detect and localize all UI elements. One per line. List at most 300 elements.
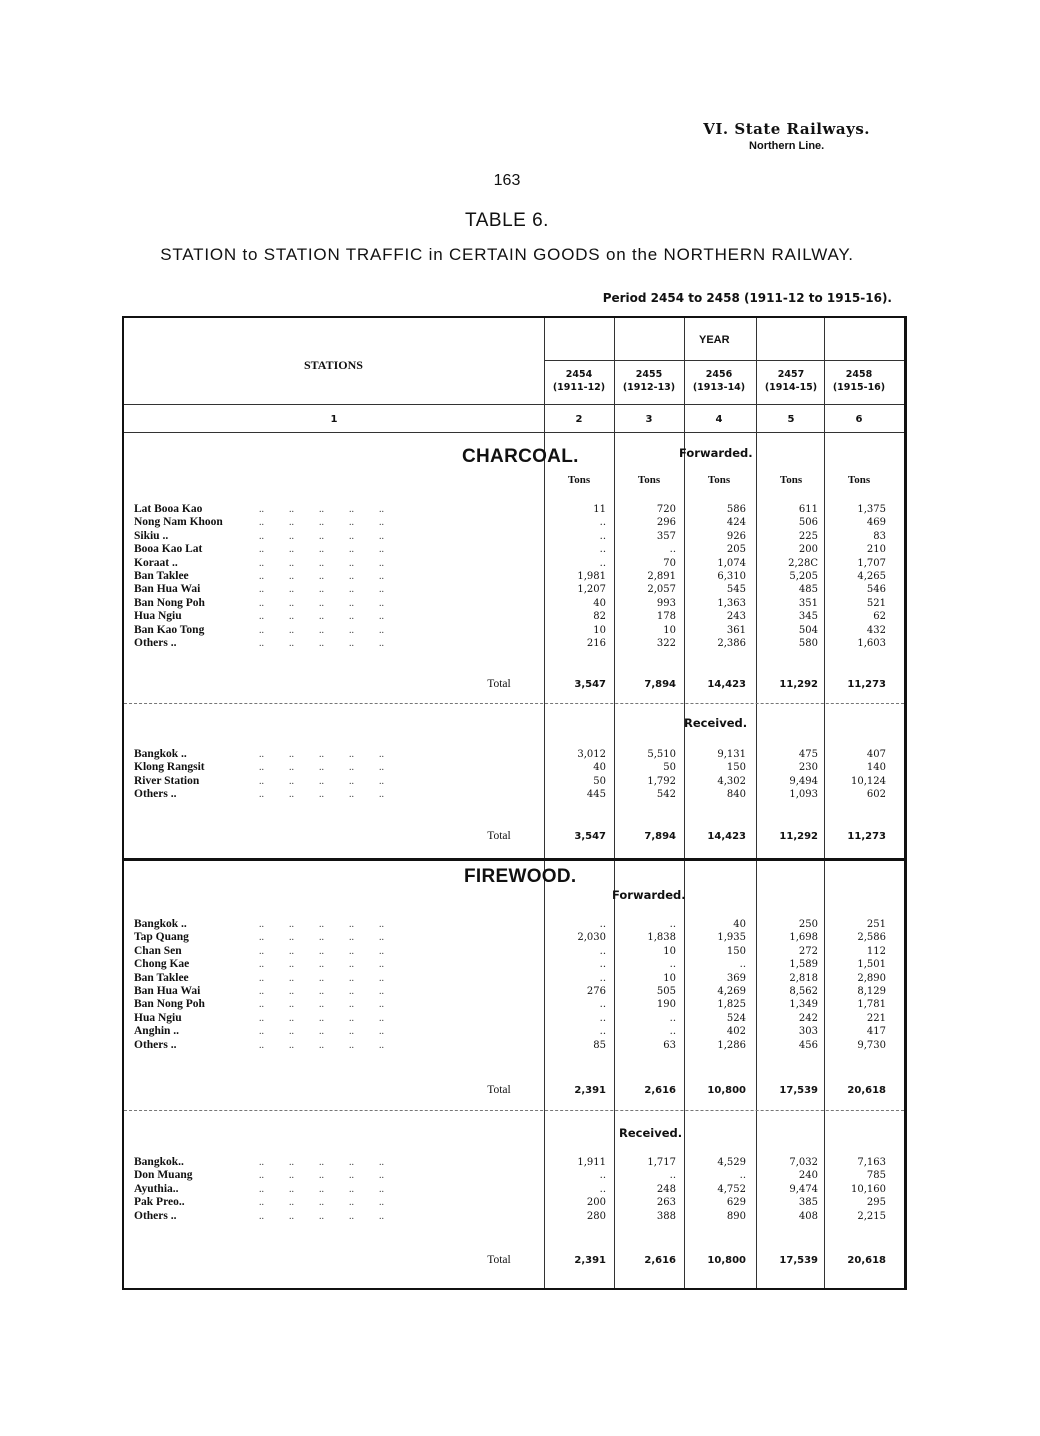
cell-value: 1,825 <box>717 999 746 1011</box>
charcoal-forwarded-row <box>134 530 904 543</box>
cell-value: 546 <box>866 584 886 596</box>
cell-value: 11 <box>593 504 606 515</box>
station-name: Ayuthia.. <box>134 1182 179 1195</box>
leader-dots: .. .. .. .. .. <box>259 1210 384 1222</box>
charcoal-received-row <box>134 788 904 801</box>
cell-value: 40 <box>593 597 606 609</box>
cell-value: 4,529 <box>717 1157 746 1168</box>
cell-value: 243 <box>726 611 746 623</box>
column-rule <box>684 318 685 1288</box>
cell-value: 205 <box>726 544 746 556</box>
cell-value: .. <box>599 1012 606 1024</box>
total-label: Total <box>487 678 511 690</box>
station-name: Ban Taklee <box>134 971 189 984</box>
cell-value: 1,207 <box>577 584 606 596</box>
cell-value: 432 <box>866 624 886 636</box>
cell-value: 10,160 <box>851 1183 886 1195</box>
leader-dots: .. .. .. .. .. <box>259 1012 384 1024</box>
line-subheading: Northern Line. <box>749 140 825 152</box>
column-number: 1 <box>330 414 338 425</box>
year-ce: (1914-15) <box>764 382 818 393</box>
cell-value: 5,510 <box>647 749 676 760</box>
station-name: Hua Ngiu <box>134 610 182 623</box>
firewood-received-row <box>134 1210 904 1223</box>
forwarded-label: Forwarded. <box>612 888 686 902</box>
column-number: 4 <box>715 414 723 425</box>
year-label: YEAR <box>699 334 730 346</box>
cell-value: 524 <box>726 1012 746 1024</box>
cell-value: 402 <box>726 1026 746 1038</box>
cell-value: 50 <box>593 775 606 787</box>
cell-value: 150 <box>726 762 746 774</box>
cell-value: 2,818 <box>789 972 818 984</box>
station-name: Bangkok .. <box>134 748 187 760</box>
firewood-forwarded-row <box>134 1039 904 1052</box>
station-name: Others .. <box>134 637 177 649</box>
total-value: 11,292 <box>779 831 818 842</box>
year-heading <box>756 368 826 394</box>
cell-value: 504 <box>798 624 818 636</box>
cell-value: .. <box>669 1026 676 1038</box>
leader-dots: .. .. .. .. .. <box>259 1157 384 1168</box>
leader-dots: .. .. .. .. .. <box>259 611 384 623</box>
station-name: Nong Nam Khoon <box>134 516 223 529</box>
column-number: 3 <box>645 414 653 425</box>
leader-dots: .. .. .. .. .. <box>259 1026 384 1038</box>
firewood-forwarded-row <box>134 931 904 944</box>
header-rule <box>124 404 904 405</box>
leader-dots: .. .. .. .. .. <box>259 789 384 801</box>
period-note: Period 2454 to 2458 (1911-12 to 1915-16). <box>602 291 892 305</box>
column-number: 2 <box>575 414 583 425</box>
cell-value: 890 <box>726 1210 746 1222</box>
cell-value: 1,603 <box>857 638 886 649</box>
column-rule <box>614 318 615 1288</box>
cell-value: 7,163 <box>857 1157 886 1168</box>
cell-value: 445 <box>586 789 606 801</box>
cell-value: 720 <box>656 504 676 515</box>
station-name: Others .. <box>134 1209 177 1222</box>
station-name: Ban Hua Wai <box>134 985 201 997</box>
cell-value: 70 <box>663 557 676 569</box>
column-rule <box>824 318 825 1288</box>
total-value: 7,894 <box>644 831 676 842</box>
received-label: Received. <box>619 1126 683 1140</box>
firewood-forwarded-total-row <box>134 1084 904 1097</box>
cell-value: 1,838 <box>647 932 676 944</box>
station-name: Anghin .. <box>134 1025 180 1038</box>
units-label: Tons <box>637 474 661 486</box>
firewood-forwarded-row <box>134 972 904 985</box>
cell-value: 3,012 <box>577 749 606 760</box>
firewood-received-total-row <box>134 1254 904 1267</box>
total-value: 2,616 <box>644 1085 676 1096</box>
leader-dots: .. .. .. .. .. <box>259 972 384 984</box>
cell-value: 1,981 <box>577 571 606 582</box>
forwarded-label: Forwarded. <box>679 446 753 460</box>
cell-value: 424 <box>726 517 746 529</box>
cell-value: 2,890 <box>857 972 886 984</box>
station-name: Bangkok .. <box>134 918 187 930</box>
charcoal-forwarded-row <box>134 503 904 516</box>
cell-value: 602 <box>866 789 886 801</box>
cell-value: 9,131 <box>717 749 746 760</box>
cell-value: 296 <box>656 517 676 529</box>
cell-value: 2,28C <box>788 557 818 569</box>
cell-value: 1,589 <box>789 959 818 971</box>
cell-value: 4,302 <box>717 775 746 787</box>
units-label: Tons <box>779 474 803 486</box>
cell-value: 83 <box>873 530 886 542</box>
cell-value: 40 <box>733 919 746 930</box>
cell-value: 369 <box>726 972 746 984</box>
cell-value: 408 <box>798 1210 818 1222</box>
total-value: 17,539 <box>779 1255 818 1266</box>
leader-dots: .. .. .. .. .. <box>259 584 384 596</box>
station-name: Bangkok.. <box>134 1156 184 1168</box>
cell-value: 303 <box>798 1026 818 1038</box>
year-heading <box>544 368 614 394</box>
station-name: Lat Booa Kao <box>134 503 203 515</box>
units-label: Tons <box>567 474 591 486</box>
total-value: 20,618 <box>847 1255 886 1266</box>
cell-value: 10 <box>663 972 676 984</box>
cell-value: 295 <box>866 1197 886 1209</box>
cell-value: 178 <box>656 611 676 623</box>
total-label: Total <box>487 1084 511 1096</box>
leader-dots: .. .. .. .. .. <box>259 1183 384 1195</box>
cell-value: 40 <box>593 762 606 774</box>
leader-dots: .. .. .. .. .. <box>259 597 384 609</box>
cell-value: 263 <box>656 1197 676 1209</box>
cell-value: 6,310 <box>717 571 746 582</box>
leader-dots: .. .. .. .. .. <box>259 504 384 515</box>
charcoal-received-total-row <box>134 830 904 843</box>
stations-label: STATIONS <box>304 358 363 372</box>
cell-value: 1,074 <box>717 557 746 569</box>
station-name: Ban Nong Poh <box>134 998 205 1011</box>
cell-value: 8,562 <box>789 986 818 997</box>
cell-value: 82 <box>593 611 606 623</box>
cell-value: 475 <box>798 749 818 760</box>
cell-value: 785 <box>866 1170 886 1182</box>
cell-value: 1,501 <box>857 959 886 971</box>
cell-value: 242 <box>798 1012 818 1024</box>
column-number: 6 <box>855 414 863 425</box>
firewood-received-row <box>134 1183 904 1196</box>
cell-value: 542 <box>656 789 676 801</box>
cell-value: 388 <box>656 1210 676 1222</box>
cell-value: 1,363 <box>717 597 746 609</box>
station-name: Hua Ngiu <box>134 1011 182 1024</box>
cell-value: 505 <box>656 986 676 997</box>
year-be: 2456 <box>705 369 733 380</box>
cell-value: 10,124 <box>851 775 886 787</box>
cell-value: 276 <box>586 986 606 997</box>
cell-value: 611 <box>798 504 818 515</box>
cell-value: 8,129 <box>857 986 886 997</box>
cell-value: 7,032 <box>789 1157 818 1168</box>
cell-value: 50 <box>663 762 676 774</box>
charcoal-title: CHARCOAL. <box>462 446 579 467</box>
station-name: Others .. <box>134 1038 177 1051</box>
cell-value: .. <box>669 1170 676 1182</box>
cell-value: 521 <box>866 597 886 609</box>
charcoal-forwarded-row <box>134 597 904 610</box>
total-value: 11,292 <box>779 679 818 690</box>
cell-value: 5,205 <box>789 571 818 582</box>
year-ce: (1913-14) <box>692 382 746 393</box>
cell-value: 10 <box>663 624 676 636</box>
station-name: Ban Taklee <box>134 570 189 582</box>
cell-value: 63 <box>663 1039 676 1051</box>
station-name: Ban Kao Tong <box>134 623 205 636</box>
year-be: 2454 <box>565 369 593 380</box>
cell-value: 225 <box>798 530 818 542</box>
leader-dots: .. .. .. .. .. <box>259 959 384 971</box>
cell-value: .. <box>599 1026 606 1038</box>
section-heading: VI. State Railways. <box>703 120 870 138</box>
leader-dots: .. .. .. .. .. <box>259 557 384 569</box>
total-label: Total <box>487 1254 511 1266</box>
cell-value: 2,586 <box>857 932 886 944</box>
cell-value: 1,093 <box>789 789 818 801</box>
total-value: 14,423 <box>707 679 746 690</box>
year-be: 2458 <box>845 369 873 380</box>
cell-value: 385 <box>798 1197 818 1209</box>
cell-value: 140 <box>866 762 886 774</box>
cell-value: 216 <box>586 638 606 649</box>
firewood-forwarded-row <box>134 985 904 998</box>
total-value: 20,618 <box>847 1085 886 1096</box>
cell-value: .. <box>669 959 676 971</box>
cell-value: .. <box>599 972 606 984</box>
cell-value: 62 <box>873 611 886 623</box>
station-name: Pak Preo.. <box>134 1196 185 1209</box>
cell-value: .. <box>739 959 746 971</box>
cell-value: 85 <box>593 1039 606 1051</box>
cell-value: 485 <box>798 584 818 596</box>
station-name: Don Muang <box>134 1169 193 1182</box>
cell-value: 351 <box>798 597 818 609</box>
cell-value: 580 <box>798 638 818 649</box>
cell-value: 248 <box>656 1183 676 1195</box>
total-value: 2,391 <box>574 1085 606 1096</box>
charcoal-received-row <box>134 775 904 788</box>
cell-value: 112 <box>866 945 886 957</box>
cell-value: 456 <box>798 1039 818 1051</box>
leader-dots: .. .. .. .. .. <box>259 762 384 774</box>
cell-value: .. <box>669 544 676 556</box>
cell-value: .. <box>669 919 676 930</box>
divider <box>124 703 904 704</box>
year-heading <box>614 368 684 394</box>
charcoal-forwarded-row <box>134 557 904 570</box>
cell-value: 322 <box>656 638 676 649</box>
cell-value: 10 <box>593 624 606 636</box>
cell-value: 240 <box>798 1170 818 1182</box>
cell-value: 200 <box>798 544 818 556</box>
firewood-received-row <box>134 1196 904 1209</box>
station-name: Chan Sen <box>134 944 182 957</box>
column-rule <box>756 318 757 1288</box>
cell-value: 150 <box>726 945 746 957</box>
leader-dots: .. .. .. .. .. <box>259 624 384 636</box>
cell-value: .. <box>599 1170 606 1182</box>
cell-value: 1,792 <box>647 775 676 787</box>
charcoal-forwarded-row <box>134 583 904 596</box>
station-name: Chong Kae <box>134 958 190 971</box>
station-name: Sikiu .. <box>134 529 169 542</box>
cell-value: 4,752 <box>717 1183 746 1195</box>
cell-value: 4,269 <box>717 986 746 997</box>
cell-value: 2,891 <box>647 571 676 582</box>
cell-value: 1,781 <box>857 999 886 1011</box>
cell-value: 280 <box>586 1210 606 1222</box>
cell-value: 469 <box>866 517 886 529</box>
divider <box>124 1110 904 1111</box>
cell-value: .. <box>599 919 606 930</box>
table-title: STATION to STATION TRAFFIC in CERTAIN GOODS on the NORTHERN RAILWAY. <box>160 245 854 264</box>
cell-value: 4,265 <box>857 571 886 582</box>
year-rule <box>544 360 904 361</box>
station-name: Tap Quang <box>134 931 189 944</box>
cell-value: 9,474 <box>789 1183 818 1195</box>
station-name: Ban Nong Poh <box>134 596 205 609</box>
leader-dots: .. .. .. .. .. <box>259 986 384 997</box>
cell-value: 357 <box>656 530 676 542</box>
firewood-forwarded-row <box>134 958 904 971</box>
leader-dots: .. .. .. .. .. <box>259 1170 384 1182</box>
year-ce: (1911-12) <box>552 382 606 393</box>
cell-value: .. <box>599 959 606 971</box>
cell-value: 407 <box>866 749 886 760</box>
cell-value: 345 <box>798 611 818 623</box>
cell-value: 2,386 <box>717 638 746 649</box>
cell-value: 230 <box>798 762 818 774</box>
cell-value: .. <box>739 1170 746 1182</box>
total-value: 3,547 <box>574 831 606 842</box>
firewood-forwarded-row <box>134 998 904 1011</box>
units-label: Tons <box>847 474 871 486</box>
leader-dots: .. .. .. .. .. <box>259 1039 384 1051</box>
firewood-forwarded-row <box>134 918 904 931</box>
year-ce: (1912-13) <box>622 382 676 393</box>
cell-value: 361 <box>726 624 746 636</box>
section-rule <box>124 858 904 861</box>
cell-value: 926 <box>726 530 746 542</box>
charcoal-forwarded-row <box>134 516 904 529</box>
station-name: Booa Kao Lat <box>134 543 203 556</box>
cell-value: .. <box>599 557 606 569</box>
charcoal-forwarded-row <box>134 543 904 556</box>
year-heading <box>684 368 754 394</box>
year-be: 2457 <box>777 369 805 380</box>
cell-value: .. <box>599 517 606 529</box>
firewood-received-row <box>134 1169 904 1182</box>
station-name: Klong Rangsit <box>134 761 205 774</box>
cell-value: 9,494 <box>789 775 818 787</box>
cell-value: 200 <box>586 1197 606 1209</box>
traffic-table <box>122 316 907 1290</box>
total-value: 10,800 <box>707 1085 746 1096</box>
year-ce: (1915-16) <box>832 382 886 393</box>
leader-dots: .. .. .. .. .. <box>259 919 384 930</box>
cell-value: .. <box>599 999 606 1011</box>
total-value: 14,423 <box>707 831 746 842</box>
cell-value: 10 <box>663 945 676 957</box>
leader-dots: .. .. .. .. .. <box>259 544 384 556</box>
cell-value: 506 <box>798 517 818 529</box>
total-value: 2,391 <box>574 1255 606 1266</box>
units-label: Tons <box>707 474 731 486</box>
leader-dots: .. .. .. .. .. <box>259 999 384 1011</box>
total-value: 11,273 <box>847 679 886 690</box>
firewood-forwarded-row <box>134 945 904 958</box>
leader-dots: .. .. .. .. .. <box>259 571 384 582</box>
firewood-title: FIREWOOD. <box>464 866 577 887</box>
cell-value: 1,707 <box>857 557 886 569</box>
cell-value: 250 <box>798 919 818 930</box>
cell-value: 9,730 <box>857 1039 886 1051</box>
firewood-forwarded-row <box>134 1025 904 1038</box>
station-name: Others .. <box>134 788 177 801</box>
total-label: Total <box>487 830 511 842</box>
cell-value: 586 <box>726 504 746 515</box>
leader-dots: .. .. .. .. .. <box>259 1197 384 1209</box>
station-name: Ban Hua Wai <box>134 583 201 596</box>
cell-value: 993 <box>656 597 676 609</box>
cell-value: .. <box>599 945 606 957</box>
leader-dots: .. .. .. .. .. <box>259 638 384 649</box>
cell-value: .. <box>599 544 606 556</box>
year-heading <box>824 368 894 394</box>
leader-dots: .. .. .. .. .. <box>259 749 384 760</box>
station-name: Koraat .. <box>134 556 178 569</box>
charcoal-forwarded-row <box>134 624 904 637</box>
leader-dots: .. .. .. .. .. <box>259 932 384 944</box>
cell-value: 210 <box>866 544 886 556</box>
cell-value: 1,911 <box>577 1157 606 1168</box>
cell-value: 840 <box>726 789 746 801</box>
cell-value: 251 <box>866 919 886 930</box>
received-label: Received. <box>684 716 748 730</box>
cell-value: 1,717 <box>647 1157 676 1168</box>
cell-value: .. <box>599 530 606 542</box>
cell-value: 2,057 <box>647 584 676 596</box>
leader-dots: .. .. .. .. .. <box>259 530 384 542</box>
total-value: 11,273 <box>847 831 886 842</box>
cell-value: 190 <box>656 999 676 1011</box>
cell-value: 2,030 <box>577 932 606 944</box>
cell-value: .. <box>669 1012 676 1024</box>
total-value: 2,616 <box>644 1255 676 1266</box>
cell-value: .. <box>599 1183 606 1195</box>
leader-dots: .. .. .. .. .. <box>259 517 384 529</box>
cell-value: 1,698 <box>789 932 818 944</box>
charcoal-forwarded-row <box>134 610 904 623</box>
cell-value: 1,375 <box>857 504 886 515</box>
leader-dots: .. .. .. .. .. <box>259 945 384 957</box>
header-rule <box>124 432 904 433</box>
charcoal-received-row <box>134 761 904 774</box>
firewood-received-row <box>134 1156 904 1169</box>
cell-value: 1,286 <box>717 1039 746 1051</box>
leader-dots: .. .. .. .. .. <box>259 775 384 787</box>
total-value: 10,800 <box>707 1255 746 1266</box>
page-number: 163 <box>493 172 521 189</box>
running-header <box>703 120 870 152</box>
